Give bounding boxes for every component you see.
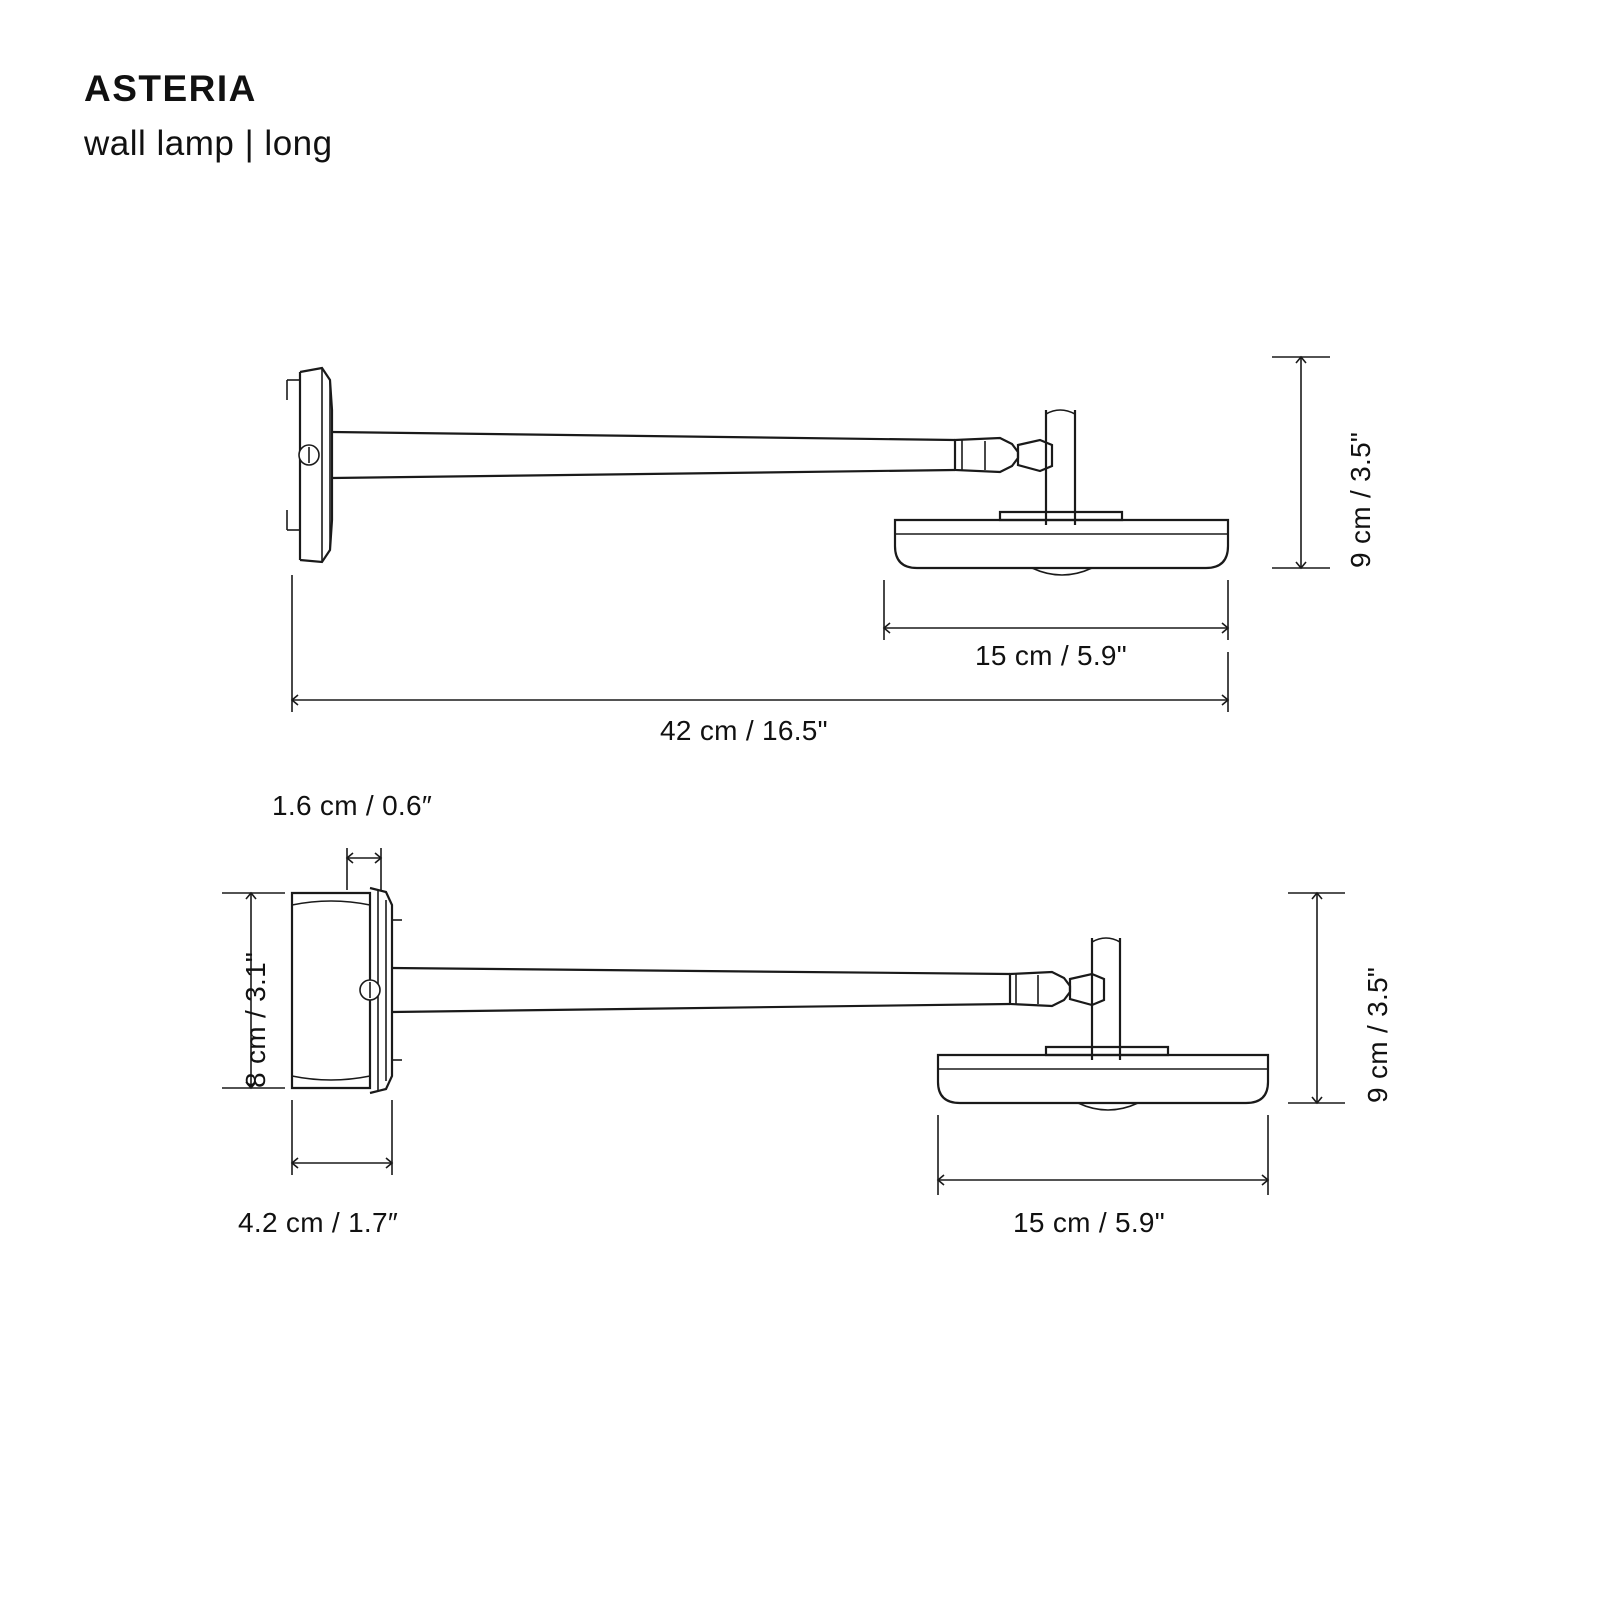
dimension-label-shade-width-15cm: 15 cm / 5.9" [975, 640, 1128, 671]
page-subtitle: wall lamp | long [84, 124, 333, 164]
side-elevation-drawing [287, 357, 1330, 712]
page-title: ASTERIA [84, 68, 257, 109]
dimension-label-overall-length-42cm: 42 cm / 16.5" [660, 715, 828, 746]
dimension-label-backplate-depth-1-6cm: 1.6 cm / 0.6″ [272, 790, 433, 821]
dimension-label-shade-width-15cm-front: 15 cm / 5.9" [1013, 1207, 1166, 1238]
dimension-label-height-9cm: 9 cm / 3.5" [1345, 431, 1376, 568]
front-elevation-drawing [222, 848, 1345, 1195]
dimension-label-height-9cm-front: 9 cm / 3.5" [1362, 966, 1393, 1103]
dimension-label-backplate-height-8cm: 8 cm / 3.1" [240, 951, 271, 1088]
dimension-label-backplate-width-4-2cm: 4.2 cm / 1.7″ [238, 1207, 399, 1238]
